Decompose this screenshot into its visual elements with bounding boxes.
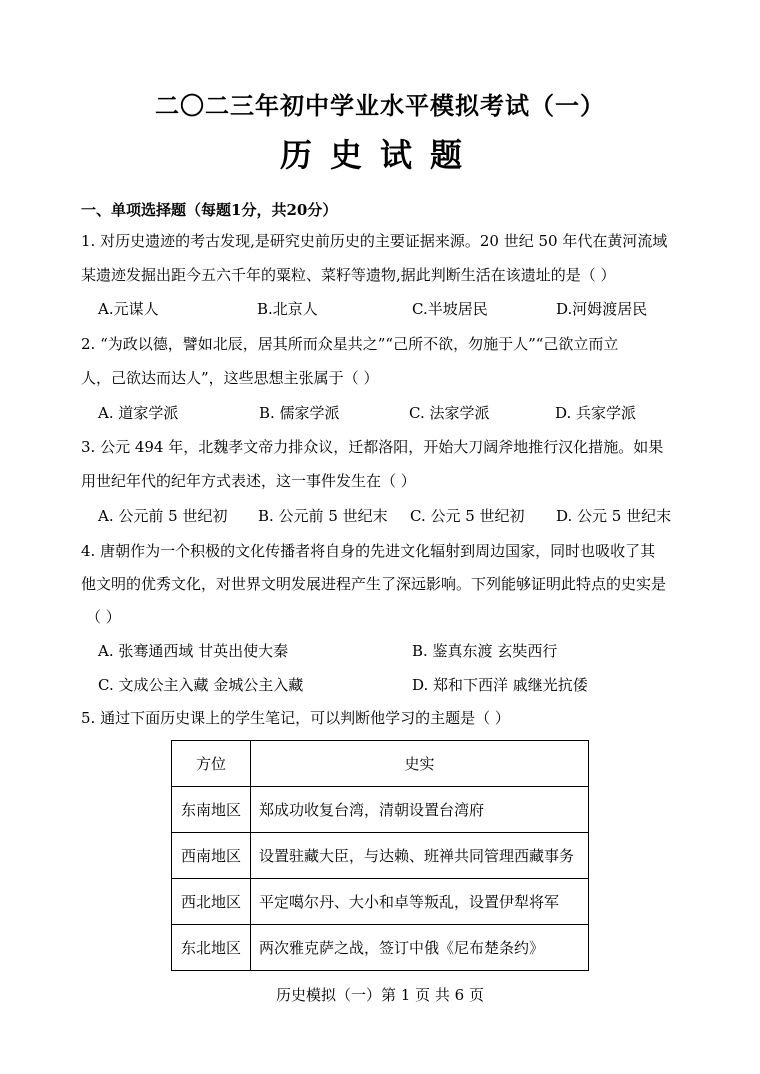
question-3-option-d: D. 公元 5 世纪末 xyxy=(556,507,672,525)
table-cell-fact: 两次雅克萨之战，签订中俄《尼布楚条约》 xyxy=(251,925,589,971)
question-3-line-1: 3. 公元 494 年，北魏孝文帝力排众议，迁都洛阳，开始大刀阔斧地推行汉化措施。如果 xyxy=(81,438,664,456)
table-header-row xyxy=(172,741,589,787)
question-4-line-1: 4. 唐朝作为一个积极的文化传播者将自身的先进文化辐射到周边国家，同时也吸收了其 xyxy=(81,542,656,560)
question-1-line-1: 1. 对历史遗迹的考古发现,是研究史前历史的主要证据来源。20 世纪 50 年代在黄河流域 xyxy=(81,232,668,250)
page-footer: 历史模拟（一）第 1 页 共 6 页 xyxy=(276,986,484,1004)
subject-title: 历史试题 xyxy=(279,136,480,174)
table-row xyxy=(172,787,589,833)
question-1-option-c: C.半坡居民 xyxy=(412,300,488,318)
question-1-option-b: B.北京人 xyxy=(257,300,318,318)
question-3-option-c: C. 公元 5 世纪初 xyxy=(410,507,525,525)
table-row xyxy=(172,833,589,879)
question-2-line-2: 人，己欲达而达人”，这些思想主张属于（ ） xyxy=(81,369,379,387)
section-heading: 一、单项选择题（每题1分，共20分） xyxy=(81,201,338,219)
question-1-option-d: D.河姆渡居民 xyxy=(556,300,648,318)
table-cell-fact: 设置驻藏大臣，与达赖、班禅共同管理西藏事务 xyxy=(251,833,589,879)
question-3-option-b: B. 公元前 5 世纪末 xyxy=(258,507,388,525)
question-3-line-2: 用世纪年代的纪年方式表述，这一事件发生在（ ） xyxy=(81,472,416,490)
notes-table xyxy=(171,740,589,971)
question-1-line-2: 某遗迹发掘出距今五六千年的粟粒、菜籽等遗物,据此判断生活在该遗址的是（ ） xyxy=(81,266,616,284)
question-4-option-c: C. 文成公主入藏 金城公主入藏 xyxy=(98,676,304,694)
table-cell-region: 西南地区 xyxy=(172,833,251,879)
table-header-direction: 方位 xyxy=(172,741,251,787)
question-2-option-d: D. 兵家学派 xyxy=(555,404,637,422)
table-cell-region: 东南地区 xyxy=(172,787,251,833)
table-row xyxy=(172,879,589,925)
question-2-option-b: B. 儒家学派 xyxy=(259,404,340,422)
question-4-option-b: B. 鉴真东渡 玄奘西行 xyxy=(412,642,558,660)
exam-title: 二〇二三年初中学业水平模拟考试（一） xyxy=(155,91,605,120)
question-5-line-1: 5. 通过下面历史课上的学生笔记，可以判断他学习的主题是（ ） xyxy=(81,709,510,727)
question-3-option-a: A. 公元前 5 世纪初 xyxy=(98,507,228,525)
question-4-option-a: A. 张骞通西域 甘英出使大秦 xyxy=(98,642,289,660)
table-cell-region: 西北地区 xyxy=(172,879,251,925)
question-1-option-a: A.元谋人 xyxy=(98,300,159,318)
question-4-line-3: （ ） xyxy=(86,608,121,626)
table-cell-region: 东北地区 xyxy=(172,925,251,971)
table-cell-fact: 平定噶尔丹、大小和卓等叛乱，设置伊犁将军 xyxy=(251,879,589,925)
question-2-option-c: C. 法家学派 xyxy=(409,404,490,422)
question-4-line-2: 他文明的优秀文化，对世界文明发展进程产生了深远影响。下列能够证明此特点的史实是 xyxy=(81,575,667,593)
question-2-line-1: 2. “为政以德，譬如北辰，居其所而众星共之”“己所不欲，勿施于人”“己欲立而立 xyxy=(81,335,619,353)
question-2-option-a: A. 道家学派 xyxy=(98,404,179,422)
table-header-facts: 史实 xyxy=(251,741,589,787)
table-cell-fact: 郑成功收复台湾，清朝设置台湾府 xyxy=(251,787,589,833)
question-4-option-d: D. 郑和下西洋 戚继光抗倭 xyxy=(412,676,588,694)
table-row xyxy=(172,925,589,971)
